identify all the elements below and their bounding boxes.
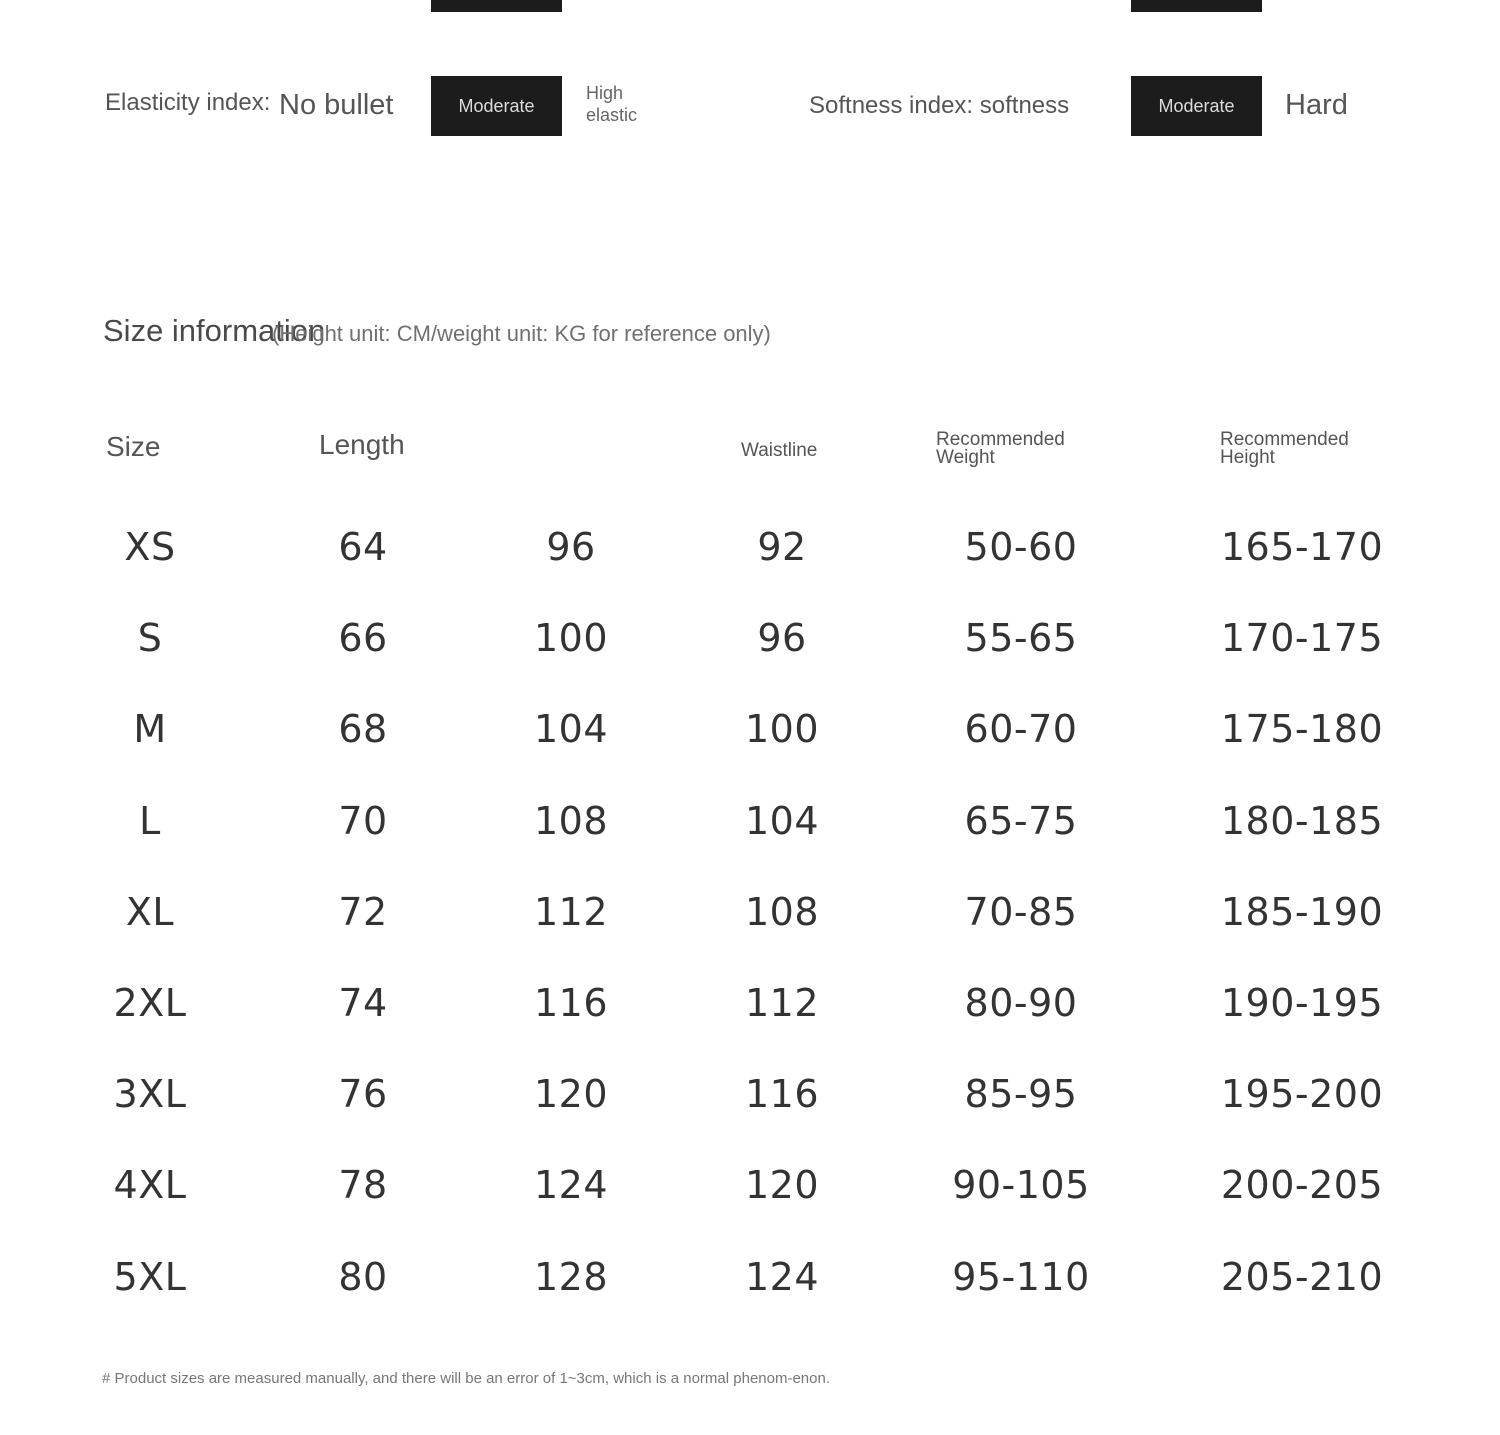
cell-height: 165-170 [1220, 525, 1384, 569]
cell-chest: 116 [533, 981, 609, 1025]
measurement-note: # Product sizes are measured manually, and there will be an error of 1~3cm, which is a normal phenom-enon. [102, 1370, 831, 1387]
cell-waist: 96 [757, 616, 807, 661]
cell-height: 195-200 [1220, 1072, 1384, 1117]
cell-size: XS [124, 525, 176, 569]
cell-length: 76 [338, 1072, 388, 1117]
cell-length: 68 [338, 707, 388, 752]
elasticity-selected-option [431, 76, 562, 136]
cell-chest: 100 [533, 616, 609, 661]
cell-height: 170-175 [1220, 616, 1384, 661]
header-recommended-height [1220, 431, 1390, 467]
cell-weight: 80-90 [964, 981, 1078, 1025]
cell-length: 78 [338, 1163, 388, 1208]
cell-waist: 124 [744, 1254, 820, 1299]
header-waistline: Waistline [741, 440, 818, 461]
cell-height: 185-190 [1220, 889, 1384, 934]
cell-length: 64 [338, 525, 388, 569]
cell-chest: 112 [533, 889, 609, 934]
cell-size: S [137, 616, 163, 661]
cell-waist: 112 [744, 981, 820, 1025]
cell-waist: 120 [744, 1163, 820, 1208]
top-right-index-box [1131, 0, 1262, 12]
cell-length: 72 [338, 889, 388, 934]
cell-size: 5XL [113, 1254, 187, 1299]
cell-weight: 50-60 [964, 525, 1078, 569]
cell-waist: 92 [757, 525, 807, 569]
header-length: Length [319, 429, 405, 460]
elasticity-low-option: No bullet [279, 89, 394, 121]
cell-weight: 70-85 [964, 889, 1078, 934]
cell-height: 200-205 [1220, 1163, 1384, 1208]
cell-chest: 124 [533, 1163, 609, 1208]
cell-length: 80 [338, 1254, 388, 1299]
header-weight-line2: Weight [936, 447, 995, 468]
cell-chest: 120 [533, 1072, 609, 1117]
header-size: Size [106, 431, 161, 462]
cell-height: 180-185 [1220, 798, 1384, 843]
cell-waist: 100 [744, 707, 820, 752]
cell-weight: 55-65 [964, 616, 1078, 661]
cell-height: 205-210 [1220, 1254, 1384, 1299]
cell-height: 175-180 [1220, 707, 1384, 752]
softness-high-option: Hard [1285, 89, 1348, 121]
cell-waist: 108 [744, 889, 820, 934]
cell-length: 74 [338, 981, 388, 1025]
cell-weight: 65-75 [964, 798, 1078, 843]
cell-chest: 96 [546, 525, 596, 569]
cell-waist: 104 [744, 798, 820, 843]
header-height-line2: Height [1220, 447, 1275, 468]
elasticity-label: Elasticity index: [105, 89, 271, 116]
cell-weight: 90-105 [952, 1163, 1090, 1208]
cell-height: 190-195 [1220, 981, 1384, 1025]
size-info-title: Size information [103, 313, 326, 348]
cell-chest: 128 [533, 1254, 609, 1299]
elasticity-high-line1: High [586, 83, 624, 103]
cell-weight: 85-95 [964, 1072, 1078, 1117]
size-info-subtitle: (Height unit: CM/weight unit: KG for reference only) [272, 321, 771, 346]
softness-selected-label: Moderate [1158, 95, 1235, 116]
softness-label: Softness index: softness [809, 92, 1070, 119]
cell-length: 70 [338, 798, 388, 843]
cell-weight: 95-110 [952, 1254, 1090, 1299]
cell-size: 4XL [113, 1163, 187, 1208]
header-recommended-weight [936, 431, 1106, 467]
top-left-index-box [431, 0, 562, 12]
cell-size: XL [125, 889, 175, 934]
cell-size: M [133, 707, 167, 752]
header-weight-line1: Recommended [936, 429, 1065, 450]
cell-waist: 116 [744, 1072, 820, 1117]
elasticity-selected-label: Moderate [458, 95, 535, 116]
cell-chest: 108 [533, 798, 609, 843]
cell-length: 66 [338, 616, 388, 661]
elasticity-high-line2: elastic [586, 105, 638, 125]
header-height-line1: Recommended [1220, 429, 1349, 450]
cell-size: 2XL [113, 981, 187, 1025]
softness-selected-option [1131, 76, 1262, 136]
cell-size: 3XL [113, 1072, 187, 1117]
cell-size: L [139, 798, 161, 843]
elasticity-high-option [586, 82, 666, 126]
cell-weight: 60-70 [964, 707, 1078, 752]
cell-chest: 104 [533, 707, 609, 752]
